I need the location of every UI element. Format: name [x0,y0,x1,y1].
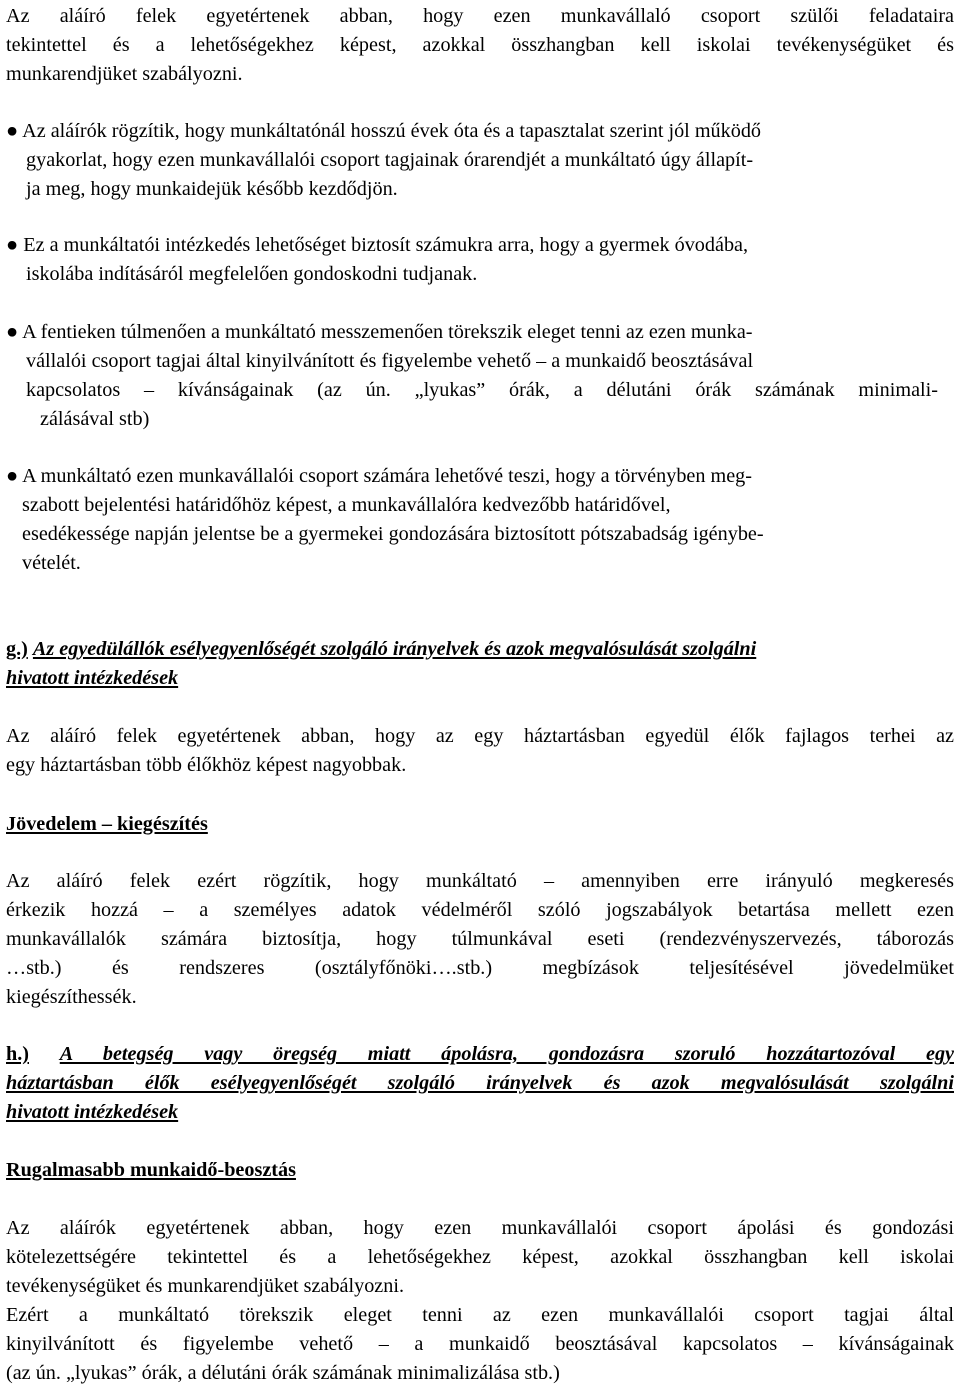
section-title-line: hivatott intézkedések [6,667,179,689]
bullet-item-line: ● Ez a munkáltatói intézkedés lehetőséget biztosít számukra arra, hogy a gyermek óvodába, [6,234,749,256]
paragraph-line: Az aláírók egyetértenek abban, hogy ezen munkavállalói csoport ápolási és gondozási [6,1217,954,1239]
section-title: Az egyedülállók esélyegyenlőségét szolgáló irányelvek és azok megvalósulását szolgálni [32,638,757,660]
section-title: A betegség vagy öregség miatt ápolásra, gondozásra szoruló hozzátartozóval egy [59,1043,954,1065]
bullet-item-line: iskolába indításáról megfelelően gondoskodni tudjanak. [26,263,478,285]
paragraph-line: tevékenységüket és munkarendjüket szabályozni. [6,1275,405,1297]
paragraph-line: tekintettel és a lehetőségekhez képest, azokkal összhangban kell iskolai tevékenységüket és [6,34,954,56]
bullet-item-line: zálásával stb) [40,408,150,430]
paragraph-line: munkavállalók számára biztosítja, hogy túlmunkával eseti (rendezvényszervezés, táborozás [6,928,954,950]
section-title-line: hivatott intézkedések [6,1101,179,1123]
bullet-item-line: ● A fentieken túlmenően a munkáltató messzemenően törekszik eleget tenni az ezen munka- [6,321,753,343]
paragraph-line: érkezik hozzá – a személyes adatok védelméről szóló jogszabályok betartása mellett ezen [6,899,954,921]
paragraph-line: Az aláíró felek egyetértenek abban, hogy ezen munkavállaló csoport szülői feladataira [6,5,954,27]
paragraph-line: Az aláíró felek egyetértenek abban, hogy az egy háztartásban egyedül élők fajlagos terhei az [6,725,954,747]
subheading-jovedelem: Jövedelem – kiegészítés [6,813,208,835]
paragraph-line: kötelezettségére tekintettel és a lehetőségekhez képest, azokkal összhangban kell iskolai [6,1246,954,1268]
bullet-item-line: vételét. [22,552,81,574]
paragraph-line: kinyilvánított és figyelembe vehető – a munkaidő beosztásával kapcsolatos – kívánságainak [6,1333,954,1355]
subheading-rugalmasabb: Rugalmasabb munkaidő-beosztás [6,1159,296,1181]
section-heading-g [6,637,954,661]
paragraph-line: Az aláíró felek ezért rögzítik, hogy munkáltató – amennyiben erre irányuló megkeresés [6,870,954,892]
bullet-item-line: ● Az aláírók rögzítik, hogy munkáltatónál hosszú évek óta és a tapasztalat szerint jól működő [6,120,761,142]
paragraph-line: kiegészíthessék. [6,986,137,1008]
bullet-item-line: gyakorlat, hogy ezen munkavállalói csoport tagjainak órarendjét a munkáltató úgy állapít- [26,149,754,171]
paragraph-line: (az ún. „lyukas” órák, a délutáni órák számának minimalizálása stb.) [6,1362,560,1384]
bullet-item-line: kapcsolatos – kívánságainak (az ún. „lyukas” órák, a délutáni órák számának minimali- [26,379,938,401]
section-label: g.) [6,638,28,660]
paragraph-line: …stb.) és rendszeres (osztályfőnöki….stb.) megbízások teljesítésével jövedelmüket [6,957,954,979]
bullet-item-line: ● A munkáltató ezen munkavállalói csoport számára lehetővé teszi, hogy a törvényben meg- [6,465,752,487]
section-label: h.) [6,1043,29,1065]
paragraph-line: Ezért a munkáltató törekszik eleget tenni az ezen munkavállalói csoport tagjai által [6,1304,954,1326]
paragraph-line: munkarendjüket szabályozni. [6,63,243,85]
bullet-item-line: ja meg, hogy munkaidejük később kezdődjön. [26,178,398,200]
paragraph-line: egy háztartásban több élőkhöz képest nagyobbak. [6,754,407,776]
section-title-line: háztartásban élők esélyegyenlőségét szolgáló irányelvek és azok megvalósulását szolgálni [6,1072,954,1094]
bullet-item-line: vállalói csoport tagjai által kinyilvánított és figyelembe vehető – a munkaidő beosztásával [26,350,754,372]
bullet-item-line: szabott bejelentési határidőhöz képest, a munkavállalóra kedvezőbb határidővel, [22,494,671,516]
section-heading-h [6,1042,954,1066]
bullet-item-line: esedékessége napján jelentse be a gyermekei gondozására biztosított pótszabadság igénybe- [22,523,764,545]
